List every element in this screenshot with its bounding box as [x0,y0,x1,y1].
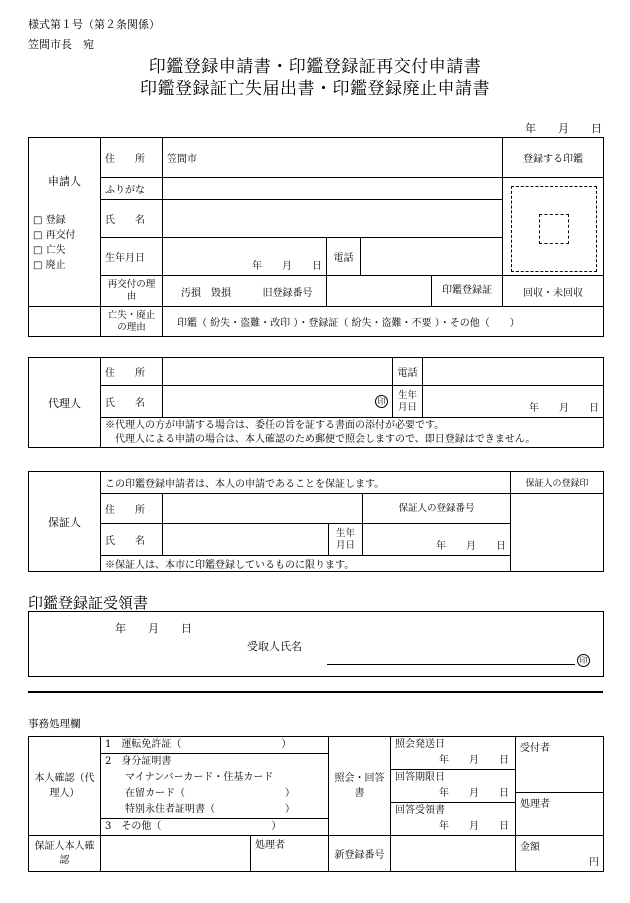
address-label: 住 所 [101,138,163,178]
staff-cell [516,737,604,836]
old-number-label: 旧登録番号 [262,287,313,299]
applicant-table [28,137,604,337]
handler2-label: 処理者 [251,836,329,872]
reply-received-date[interactable]: 年 月 日 [439,821,509,832]
guarantor-birth-field[interactable]: 年 月 日 [363,524,511,556]
seal-mark-icon: 印 [375,395,388,408]
name-label: 氏 名 [101,200,163,238]
type-reissue-checkbox[interactable]: □ 再交付 [33,226,96,241]
guarantor-address-field[interactable] [163,494,363,524]
agent-birth-label: 生年月日 [393,386,423,418]
phone-field[interactable] [361,238,503,276]
applicant-label: 申請人 [48,175,81,188]
guarantor-seal-label: 保証人の登録印 [511,472,604,494]
guarantor-address-label: 住 所 [101,494,163,524]
guarantor-regno-label: 保証人の登録番号 [363,494,511,524]
id-item-certificate[interactable]: 2 身分証明書 [105,756,172,767]
agent-birth-field[interactable]: 年 月 日 [423,386,604,418]
agent-table [28,357,604,448]
agent-phone-label: 電話 [393,358,423,386]
furigana-field[interactable] [163,178,503,200]
receipt-title: 印鑑登録証受領書 [28,594,149,612]
yen-label: 円 [589,857,599,868]
inquiry-label: 照会・回答書 [329,737,391,836]
reissue-reason-value[interactable]: 汚損 毀損 [181,287,231,299]
guarantor-note: ※保証人は、本市に印鑑登録しているものに限ります。 [101,556,511,572]
receptionist-label: 受付者 [516,737,603,793]
agent-address-label: 住 所 [101,358,163,386]
handler-label: 処理者 [520,799,550,810]
reply-deadline-date[interactable]: 年 月 日 [391,786,515,803]
agent-name-field[interactable] [163,386,393,418]
card-status[interactable]: 回収・未回収 [503,276,604,307]
seal-inner-frame [539,214,569,244]
reissue-reason-cell [163,276,327,307]
card-label: 印鑑登録証 [431,276,502,306]
agent-address-field[interactable] [163,358,393,386]
type-register-checkbox[interactable]: □ 登録 [33,211,96,226]
receiver-label: 受取人氏名 [247,640,302,653]
old-number-cell[interactable] [327,276,503,307]
birth-label: 生年月日 [101,238,163,276]
type-lost-checkbox[interactable]: □ 亡失 [33,241,96,256]
name-field[interactable] [163,200,503,238]
agent-label: 代理人 [29,358,101,448]
reply-received-label: 回答受領書 [395,805,445,816]
inquiry-sent-date[interactable]: 年 月 日 [391,753,515,770]
divider [28,691,603,693]
agent-note-2: 代理人による申請の場合は、本人確認のため郵便で照会しますので、即日登録はできません。 [115,433,536,445]
guarantor-statement: この印鑑登録申請者は、本人の申請であることを保証します。 [101,472,511,494]
address-field[interactable]: 笠間市 [163,138,503,178]
form-title-1: 印鑑登録申請書・印鑑登録証再交付申請書 [148,57,482,77]
id-item-mynumber[interactable]: マイナンバーカード・住基カード [125,772,274,783]
receipt-box [28,611,604,677]
guarantor-label: 保証人 [29,472,101,572]
id-items [101,737,329,836]
type-cancel-checkbox[interactable]: □ 廃止 [33,256,96,271]
seal-label: 登録する印鑑 [503,138,604,178]
guarantor-table [28,471,604,572]
reply-deadline-label: 回答期限日 [395,772,445,783]
agent-notes [101,418,604,448]
receiver-name-line[interactable] [327,664,575,665]
form-number: 様式第１号（第２条関係） [28,18,160,31]
id-item-other[interactable]: 3 その他（ ） [105,821,282,832]
birth-field[interactable]: 年 月 日 [163,238,327,276]
identity-label: 本人確認（代理人） [29,737,101,836]
amount-label: 金額 [520,842,540,853]
inquiry-sent-label: 照会発送日 [395,739,445,750]
guarantor-name-field[interactable] [163,524,329,556]
guarantor-name-label: 氏 名 [101,524,163,556]
addressee: 笠間市長 宛 [28,38,94,51]
guarantor-birth-label: 生年月日 [329,524,363,556]
seal-area [503,178,604,276]
new-regno-label: 新登録番号 [329,836,391,872]
id-item-license[interactable]: 1 運転免許証（ ） [101,737,328,754]
office-table [28,736,604,872]
agent-name-label: 氏 名 [101,386,163,418]
office-title: 事務処理欄 [28,718,81,730]
amount-cell[interactable] [516,836,604,872]
inquiry-dates [391,737,516,836]
guarantor-check-field[interactable] [101,836,251,872]
guarantor-seal-area [511,494,604,572]
form-title-2: 印鑑登録証亡失届出書・印鑑登録廃止申請書 [140,79,490,99]
phone-label: 電話 [327,238,361,276]
receipt-seal-icon: 印 [577,654,590,667]
reissue-reason-label: 再交付の理由 [101,276,163,307]
id-item-residence[interactable]: 在留カード（ ） [125,788,295,799]
applicant-section [29,138,101,307]
id-item-special[interactable]: 特別永住者証明書（ ） [101,802,328,819]
cancel-reason-value[interactable]: 印鑑（ 紛失・盗難・改印 ）・登録証（ 紛失・盗難・不要 ）・その他（ ） [163,307,604,337]
receipt-date: 年 月 日 [115,622,192,635]
new-regno-field[interactable] [391,836,516,872]
agent-note-1: ※代理人の方が申請する場合は、委任の旨を証する書面の添付が必要です。 [105,419,445,431]
furigana-label: ふりがな [101,178,163,200]
guarantor-check-label: 保証人本人確認 [29,836,101,872]
application-date: 年 月 日 [525,122,602,135]
agent-phone-field[interactable] [423,358,604,386]
cancel-reason-label: 亡失・廃止の理由 [101,307,163,337]
